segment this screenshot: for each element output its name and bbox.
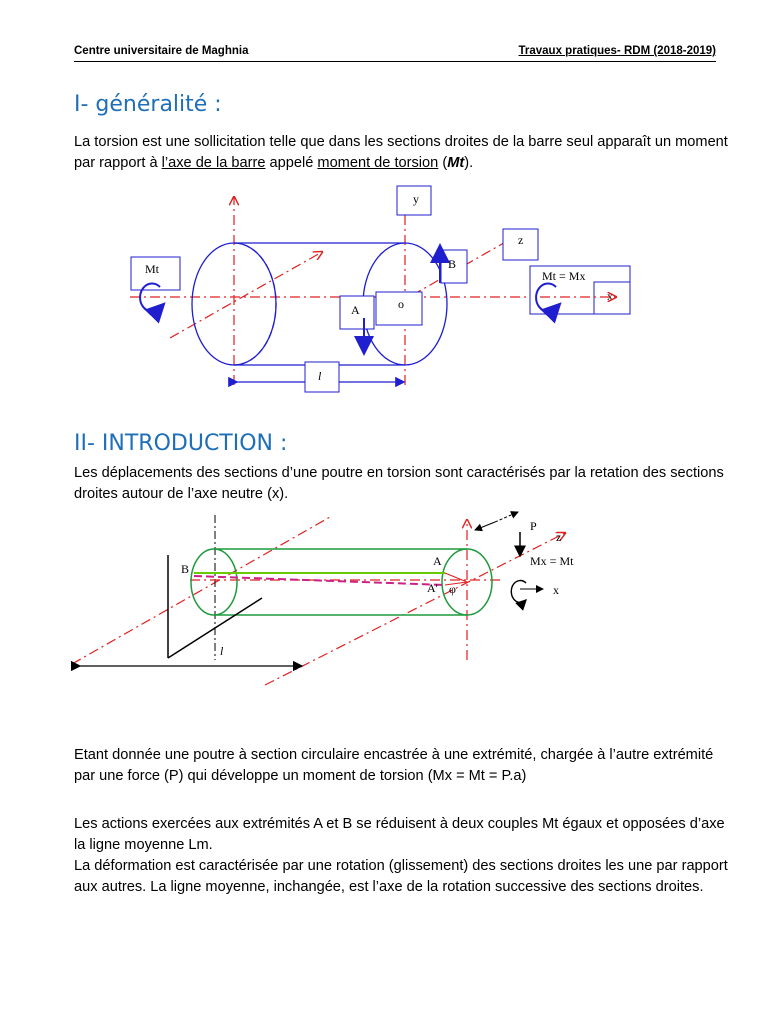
label-a-prime: A' — [427, 581, 438, 595]
label-o: o — [398, 297, 404, 311]
header-course: Travaux pratiques- RDM (2018-2019) — [518, 45, 716, 57]
label-z: z — [518, 233, 524, 247]
label-mt-left: Mt — [145, 262, 160, 276]
label-mt-mx: Mt = Mx — [542, 269, 586, 283]
label-z2: z — [556, 530, 562, 544]
section2-paragraph-3: Les actions exercées aux extrémités A et B se réduisent à deux couples Mt égaux et opposées d’axe la ligne moyenne Lm. — [74, 816, 725, 853]
section2-paragraph-2: Etant donnée une poutre à section circulaire encastrée à une extrémité, chargée à l’autre extrémité par une force (P) qui développe un moment de torsion (Mx = Mt = P.a) — [74, 747, 714, 784]
beam-left-face — [191, 549, 237, 615]
section1-title: I- généralité : — [74, 92, 222, 117]
label-x2: x — [553, 583, 559, 597]
label-p: P — [530, 519, 537, 533]
label-a2: A — [433, 554, 442, 568]
section2-title: II- INTRODUCTION : — [74, 431, 288, 456]
label-a: A — [351, 303, 360, 317]
mx-arc — [511, 581, 526, 603]
section2-intro-paragraph: Les déplacements des sections d’une poutre en torsion sont caractérisés par la retation des sections droites autour de l’axe neutre (x). — [74, 465, 724, 502]
label-x: x — [607, 289, 613, 303]
label-l2: l — [220, 644, 224, 658]
header-institution: Centre universitaire de Maghnia — [74, 45, 249, 57]
label-phi: φ — [449, 582, 456, 596]
label-b: B — [448, 257, 457, 271]
label-y: y — [413, 192, 419, 206]
section1-paragraph: La torsion est une sollicitation telle que dans les sections droites de la barre seul apparaît un moment par rapport à l’axe de la barre appelé moment de torsion (Mt). — [74, 134, 728, 171]
label-mx-mt: Mx = Mt — [530, 554, 574, 568]
section2-paragraph-4: La déformation est caractérisée par une rotation (glissement) des sections droites les une par rapport aux autres. La ligne moyenne, inchangée, est l’axe de la rotation successive des sections droites. — [74, 858, 728, 895]
label-b2: B — [181, 562, 190, 576]
label-l: l — [318, 369, 322, 383]
